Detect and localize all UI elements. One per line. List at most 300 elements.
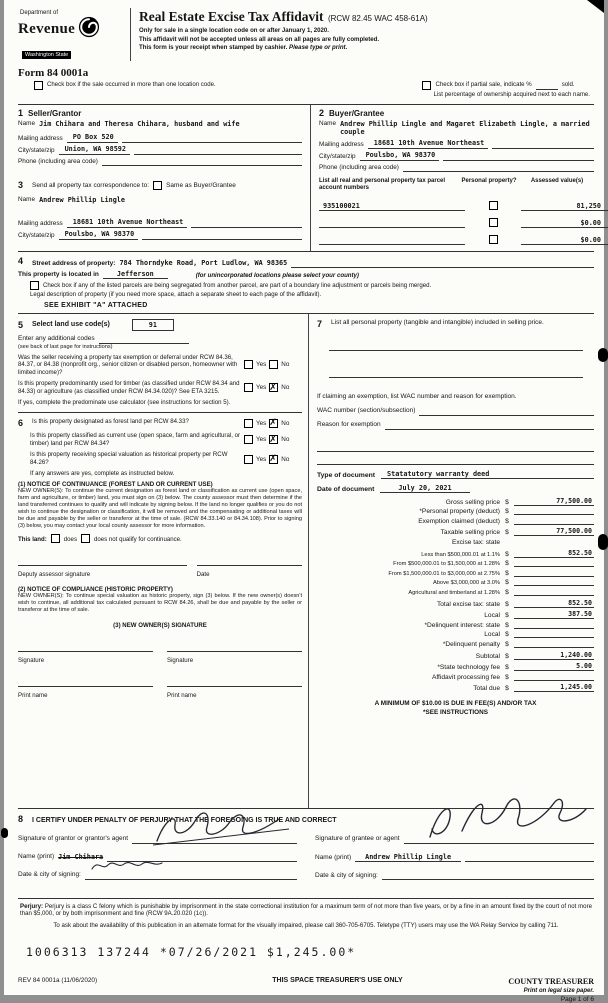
tax-line-value[interactable]: 387.50 [514,610,594,619]
section-2-buyer [311,105,594,175]
footer [18,977,594,1003]
partial-sale-percent-field[interactable] [536,81,558,90]
seller-mailing-label: Mailing address [18,134,63,142]
dor-logo [18,8,122,61]
tax-line [317,589,594,596]
tax-line [317,508,594,515]
does-not-checkbox[interactable] [81,534,90,543]
assessed-value[interactable]: $0.00 [521,219,608,228]
no-checkbox[interactable] [269,455,278,464]
header-note-3-italic: Please type or print. [289,44,348,52]
section-4-number: 4 [18,256,24,267]
buyer-name-label: Name [319,119,337,127]
main-columns [18,314,594,809]
tax-line [317,641,594,648]
new-owner-print-2 [167,674,302,700]
affidavit-page [4,0,604,1003]
tax-line [317,662,594,671]
current-use-yes-no [244,432,302,447]
form-title: Real Estate Excise Tax Affidavit [139,9,324,24]
cashier-stamp: 1006313 137244 *07/26/2021 $1,245.00* [26,945,357,960]
tax-line-dollar: $ [505,664,509,672]
parcel-number-value[interactable]: 935100021 [319,202,465,211]
tax-line-dollar: $ [505,621,509,629]
header [18,8,594,61]
no-checkbox[interactable] [269,360,278,369]
tax-line-dollar: $ [505,673,509,681]
buyer-name-value[interactable]: Andrew Phillip Lingle and Magaret Elizabeth Lingle, a married couple [340,119,590,137]
tax-line-value[interactable] [514,647,594,648]
tax-line-label: Local [484,631,500,639]
no-label: No [281,455,290,463]
yes-checkbox[interactable] [244,360,253,369]
buyer-phone-label: Phone (including area code) [319,163,399,171]
print-name-label: Print name [18,692,48,700]
parcel-number-value[interactable] [319,227,465,228]
tax-line-dollar: $ [505,579,509,587]
tax-line [317,570,594,577]
title-block [139,8,594,53]
timber-question [18,380,302,395]
current-use-question [18,432,302,447]
print-name-label: Print name [167,692,197,700]
tax-line [317,631,594,638]
street-address-label: Street address of property: [32,259,116,267]
new-owner-print-field[interactable] [167,678,302,687]
form-number-row [18,63,594,78]
tax-line-label: Above $3,000,000 at 3.0% [432,580,500,587]
same-as-buyer-label: Same as Buyer/Grantee [166,181,236,189]
multi-location-checkbox[interactable] [34,81,43,90]
tax-line-label: From $500,000.01 to $1,500,000 at 1.28% [393,561,500,568]
assessed-value[interactable]: 81,250 [521,202,608,211]
parcel-row [319,228,608,245]
buyer-city-field[interactable] [443,152,594,161]
tax-line [317,683,594,692]
certify-statement: I CERTIFY UNDER PENALTY OF PERJURY THAT THE FOREGOING IS TRUE AND CORRECT [32,816,337,824]
grantee-signature-field[interactable] [404,835,594,844]
new-owner-signature-2 [167,639,302,665]
parcel-row [319,194,608,211]
exemption-question-text: Was the seller receiving a property tax exemption or deferral under RCW 84.36, 84.37, or 84.38 (nonprofit org., senior citizen or disabled person, homeowner with limited income)? [18,353,238,376]
timber-yes-no [244,380,302,395]
yes-label: Yes [256,361,267,369]
signature-label: Signature [18,656,45,664]
county-value[interactable]: Jefferson [103,270,168,280]
deputy-assessor-row [18,553,302,579]
tax-line-dollar: $ [505,569,509,577]
parcel-personal-cell [465,218,521,228]
does-label: does [63,535,77,543]
new-owner-signature-1 [18,639,153,665]
tax-line-dollar: $ [505,529,509,537]
section-6 [18,413,302,700]
historic-yes-no [244,451,302,466]
tax-line-label: Total excise tax: state [436,600,500,608]
tax-line-value[interactable]: 1,245.00 [514,683,594,692]
scan-artifact [598,348,608,362]
accessibility-note: To ask about the availability of this publication in an alternate format for the visually impaired, please call 360-705-6705. Teletype (TTY) users may use the WA Relay Service by calling 711. [53,921,559,929]
additional-codes-field[interactable] [99,335,189,344]
parcel-number-value[interactable] [319,244,465,245]
tax-line [317,599,594,608]
tax-line-dollar: $ [505,612,509,620]
personal-property-line-2[interactable] [329,369,583,378]
tax-line-dollar: $ [505,589,509,597]
partial-sale-label: Check box if partial sale, indicate % [435,81,532,88]
personal-property-intro: List all personal property (tangible and intangible) included in selling price. [331,318,544,326]
grantee-print-value[interactable]: Andrew Phillip Lingle [355,853,461,863]
type-of-document-row [317,470,594,479]
header-note-3 [139,44,594,52]
no-label: No [281,361,290,369]
date-of-document-label: Date of document [317,485,375,493]
correspondence-mailing-field[interactable] [191,219,302,228]
page-number: Page 1 of 6 [560,996,594,1003]
notice-compliance-title: (2) NOTICE OF COMPLIANCE (HISTORIC PROPERTY) [18,585,173,593]
send-correspondence-label: Send all property tax correspondence to: [32,181,150,189]
tax-line-value[interactable] [514,637,594,638]
parcel-table-header [319,178,608,192]
correspondence-mailing-label: Mailing address [18,219,63,227]
tax-line [317,549,594,558]
reason-exemption-line-2[interactable] [317,443,594,452]
tax-line [317,497,594,506]
tax-line-value[interactable]: 77,500.00 [514,497,594,506]
yes-label: Yes [256,455,267,463]
grantee-date-label: Date & city of signing: [315,871,378,879]
seller-city-label: City/state/zip [18,146,55,154]
forest-yes-no [244,418,302,428]
seller-phone-field[interactable] [102,157,302,166]
land-use-code-value[interactable]: 91 [132,319,174,331]
same-as-buyer-checkbox[interactable] [153,181,162,190]
wac-number-label: WAC number (section/subsection) [317,407,416,415]
no-label: No [281,436,290,444]
no-checkbox[interactable] [269,419,278,428]
section-2-title: Buyer/Grantee [329,108,385,118]
tax-line-value[interactable] [514,628,594,629]
tax-line [317,674,594,681]
no-checkbox[interactable] [269,383,278,392]
parcel-personal-cell [465,201,521,211]
notice-compliance-body: NEW OWNER(S): To continue special valuation as historic property, sign (3) below. If the new owner(s) doesn't wish to continue, all additional tax calculated pursuant to RCW 84.26, shall be due and payable by the seller or transferor at the time of sale. [18,592,302,613]
section-7-number: 7 [317,318,323,329]
new-owner-print-1 [18,674,153,700]
tax-line-dollar: $ [505,508,509,516]
additional-codes-label: Enter any additional codes [18,335,95,343]
right-column [309,314,594,808]
seller-name-label: Name [18,120,36,128]
grantor-signature-block [18,827,297,881]
section-8-number: 8 [18,813,24,824]
exemption-question [18,354,302,377]
tax-line-dollar: $ [505,550,509,558]
deputy-date-field[interactable] [197,557,302,566]
tax-line-label: *Personal property (deduct) [419,508,500,516]
buyer-mailing-field[interactable] [492,140,594,149]
footer-right [444,977,594,1003]
section-1-number: 1 [18,107,24,118]
grantee-signature-block [315,827,594,881]
wac-number-field[interactable] [419,407,594,416]
tax-line [317,610,594,619]
personal-property-line-1[interactable] [329,342,583,351]
tax-line-value[interactable]: 852.50 [514,549,594,558]
grantor-date-field[interactable] [85,871,297,880]
tax-line-dollar: $ [505,560,509,568]
if-yes-note: If any answers are yes, complete as instructed below. [30,469,175,477]
grantor-print-value[interactable]: Jim Chihara [58,852,104,861]
tax-line-value[interactable] [514,576,594,577]
signature-columns [18,827,594,881]
correspondence-city-value[interactable]: Poulsbo, WA 98370 [59,230,139,240]
buyer-city-value[interactable]: Poulsbo, WA 98370 [360,151,440,161]
signature-label: Signature [167,656,194,664]
personal-property-checkbox[interactable] [489,201,498,210]
tax-line-value[interactable] [514,514,594,515]
historic-question-text: Is this property receiving special valuation as historical property per RCW 84.26? [30,451,228,467]
grantor-print-field[interactable] [107,853,297,862]
parcel-personal-cell [465,235,521,245]
tax-line-value[interactable] [514,680,594,681]
legal-size-note: Print on legal size paper. [523,988,594,995]
section-1-seller [18,105,311,175]
new-owner-print-row [18,674,302,700]
exemption-note: If claiming an exemption, list WAC number and reason for exemption. [317,393,517,401]
legal-description-label: Legal description of property (if you need more space, attach a separate sheet to each page of the affidavit). [30,290,322,298]
grantor-date-label: Date & city of signing: [18,871,81,879]
timber-question-text: Is this property predominantly used for timber (as classified under RCW 84.34 and 84.33) or agriculture (as classified under RCW 84.34.020)? See ETA 3215. [18,380,240,395]
grantor-signature-label: Signature of grantor or grantor's agent [18,835,129,843]
section-3 [18,175,311,251]
form-number: Form 84 0001a [18,67,89,79]
seller-mailing-value[interactable]: PO Box 520 [67,133,118,143]
tax-line-label: Excise tax: state [451,539,500,547]
tax-line-label: Total due [473,685,500,693]
yes-checkbox[interactable] [244,435,253,444]
partial-sale-sold-label: sold. [561,81,575,88]
new-owner-signature-row [18,639,302,665]
tax-line-dollar: $ [505,600,509,608]
section-7 [317,317,594,465]
exemption-yes-no [244,354,302,377]
tax-line [317,527,594,536]
grantor-print-label: Name (print) [18,853,55,861]
section-3-number: 3 [18,179,24,190]
tax-ledger [317,497,594,695]
correspondence-city-field[interactable] [142,231,302,240]
perjury-block [18,899,594,932]
correspondence-city-label: City/state/zip [18,231,55,239]
tax-line [317,560,594,567]
predominate-use-note: If yes, complete the predominate use calculator (see instructions for section 5). [18,398,231,406]
tax-line-label: From $1,500,000.01 to $3,000,000 at 2.75% [388,570,500,577]
current-use-question-text: Is this property classified as current use (open space, farm and agricultural, or timber) land per RCW 84.34? [30,432,240,447]
section-3-row [18,175,601,252]
scan-artifact [587,0,604,13]
top-checkbox-row [18,78,594,105]
perjury-label: Perjury: [20,902,44,910]
section-5-number: 5 [18,319,24,330]
segregated-checkbox[interactable] [30,281,39,290]
yes-label: Yes [256,436,267,444]
header-note-3-text: This form is your receipt when stamped by cashier. [139,44,288,52]
correspondence-mailing-value[interactable]: 18681 10th Avenue Northeast [67,218,188,228]
yes-label: Yes [256,384,267,392]
type-of-document-value[interactable]: Statatutory warranty deed [381,470,594,479]
this-land-label: This land: [18,535,47,543]
ownership-note: List percentage of ownership acquired next to each name. [433,91,590,98]
scan-artifact [598,534,608,550]
header-note-1: Only for sale in a single location code on or after January 1, 2020. [139,27,329,34]
historic-question [18,451,302,466]
seller-mailing-field[interactable] [122,134,302,143]
assessed-value[interactable]: $0.00 [521,236,608,245]
scan-artifact [1,828,8,838]
segregated-label: Check box if any of the listed parcels are being segregated from another parcel, are part of a boundary line adjustment or parcels being merged. [43,282,432,290]
department-of-label: Department of [20,10,59,16]
section-8 [18,809,594,899]
correspondence-name-value[interactable]: Andrew Phillip Lingle [39,195,125,204]
tax-line-label: *Delinquent penalty [442,640,500,648]
partial-sale-group [422,81,590,99]
section-2-number: 2 [319,107,325,118]
tax-line-value[interactable] [514,566,594,567]
reason-exemption-label: Reason for exemption [317,421,381,429]
parcel-table [311,175,608,251]
no-checkbox[interactable] [269,435,278,444]
washington-state-label: Washington State [22,51,71,59]
tax-line-label: Agricultural and timberland at 1.28% [408,590,500,597]
tax-line-dollar: $ [505,498,509,506]
perjury-body: Perjury is a class C felony which is punishable by imprisonment in the state correctional institution for a maximum term of not more than five years, or by a fine in an amount fixed by the court of not more than $5,000, or by both imprisonment and fine (RCW 9A.20.020 (1c)). [20,902,592,918]
treasurer-use-label: THIS SPACE TREASURER'S USE ONLY [272,977,403,985]
grantee-date-field[interactable] [382,871,594,880]
see-instructions-note: *SEE INSTRUCTIONS [423,708,488,716]
grantor-signature-field[interactable] [132,835,297,844]
seller-buyer-row [18,105,594,175]
tax-line-value[interactable] [514,524,594,525]
header-note-2: This affidavit will not be accepted unless all areas on all pages are fully completed. [139,35,380,43]
notice-continuance-body: NEW OWNER(S): To continue the current designation as forest land or classification as current use (open space, farm and agriculture, or timber) land, you must sign on (3) below. The county assessor must then determine if the land transferred continues to qualify and will indicate by signing below. If the land no longer qualifies or you do not wish to continue the designation or classification, it will be removed and the compensating or additional taxes will be due and payable by the seller or transferor at the time of sale. (RCW 84.33.140 or 84.34.108). Prior to signing (3) below, you may contact your local county assessor for more information. [18,488,302,530]
section-4 [18,252,594,314]
does-checkbox[interactable] [51,534,60,543]
new-owner-signature-field[interactable] [167,643,302,652]
tax-line-value[interactable]: 77,500.00 [514,527,594,536]
tax-line-value[interactable] [514,585,594,586]
parcel-col-personal: Personal property? [461,177,517,184]
additional-codes-note: (see back of last page for instructions) [18,343,113,350]
yes-checkbox[interactable] [244,419,253,428]
tax-line-dollar: $ [505,685,509,693]
yes-checkbox[interactable] [244,455,253,464]
seller-city-value[interactable]: Union, WA 98592 [59,145,130,155]
date-of-document-row [317,484,594,493]
buyer-mailing-label: Mailing address [319,140,364,148]
deputy-signature-block [18,553,187,579]
tax-line-dollar: $ [505,517,509,525]
street-address-value[interactable]: 784 Thorndyke Road, Port Ludlow, WA 98365 [119,259,288,268]
reason-exemption-field[interactable] [385,421,594,430]
grantee-print-field[interactable] [465,853,594,862]
grantee-signature-label: Signature of grantee or agent [315,835,400,843]
date-of-document-value[interactable]: July 20, 2021 [380,484,469,493]
tax-line-label: Affidavit processing fee [431,673,500,681]
personal-property-checkbox[interactable] [489,218,498,227]
tax-line [317,518,594,525]
partial-sale-checkbox[interactable] [422,81,431,90]
buyer-city-label: City/state/zip [319,152,356,160]
buyer-mailing-value[interactable]: 18681 10th Avenue Northeast [368,139,489,149]
notice-continuance-title: (1) NOTICE OF CONTINUANCE (FOREST LAND OR CURRENT USE) [18,481,213,489]
section-5 [18,319,302,414]
deputy-date-label: Date [196,571,210,579]
deputy-date-block [197,553,302,579]
tax-line-label: Exemption claimed (deduct) [418,517,500,525]
parcel-rows [319,194,608,245]
multi-location-label: Check box if the sale occurred in more than one location code. [47,81,216,88]
tax-line-value[interactable] [514,595,594,596]
parcel-col-numbers: List all real and personal property tax parcel account numbers [319,177,446,191]
forest-land-question-text: Is this property designated as forest land per RCW 84.33? [32,418,189,426]
located-in-label: This property is located in [18,271,99,278]
correspondence-name-label: Name [18,196,36,204]
deputy-signature-field[interactable] [18,557,187,566]
tax-line-value[interactable]: 5.00 [514,662,594,671]
form-title-rcw: (RCW 82.45 WAC 458-61A) [327,14,428,23]
street-address-field[interactable] [291,259,594,268]
personal-property-checkbox[interactable] [489,235,498,244]
parcel-row [319,211,608,228]
header-divider [130,8,131,61]
multi-location-group [34,81,216,99]
tax-line [317,539,594,546]
no-label: No [281,384,290,392]
tax-line-label: Taxable selling price [440,529,500,537]
parcel-col-assessed: Assessed value(s) [530,177,584,184]
section-1-title: Seller/Grantor [28,108,82,118]
yes-checkbox[interactable] [244,383,253,392]
revenue-wordmark: Revenue [18,21,76,37]
county-treasurer-label: COUNTY TREASURER [508,977,594,987]
no-label: No [281,419,290,427]
minimum-due-note: A MINIMUM OF $10.00 IS DUE IN FEE(S) AND/OR TAX [374,699,537,707]
new-owner-signature-title: (3) NEW OWNER(S) SIGNATURE [113,621,207,629]
deputy-signature-label: Deputy assessor signature [18,571,91,579]
tax-line-label: Gross selling price [445,498,500,506]
tax-line-dollar: $ [505,640,509,648]
seller-name-value[interactable]: Jim Chihara and Theresa Chihara, husband and wife [39,119,240,128]
revenue-swirl-icon [78,16,100,43]
left-column [18,314,309,808]
yes-label: Yes [256,419,267,427]
tax-line [317,651,594,660]
tax-line-label: Local [484,612,500,620]
tax-line-value[interactable]: 852.50 [514,599,594,608]
seller-city-field[interactable] [134,146,302,155]
unincorporated-note: (for unincorporated locations please select your county) [195,271,359,279]
grantee-print-label: Name (print) [315,853,352,861]
type-of-document-label: Type of document [317,471,376,479]
buyer-phone-field[interactable] [403,163,594,172]
tax-line-label: Less than $500,000.01 at 1.1% [421,551,500,558]
legal-description-value[interactable]: SEE EXHIBIT "A" ATTACHED [44,301,148,309]
tax-line-dollar: $ [505,631,509,639]
new-owner-print-field[interactable] [18,678,153,687]
new-owner-signature-field[interactable] [18,643,153,652]
tax-line-value[interactable]: 1,240.00 [514,651,594,660]
